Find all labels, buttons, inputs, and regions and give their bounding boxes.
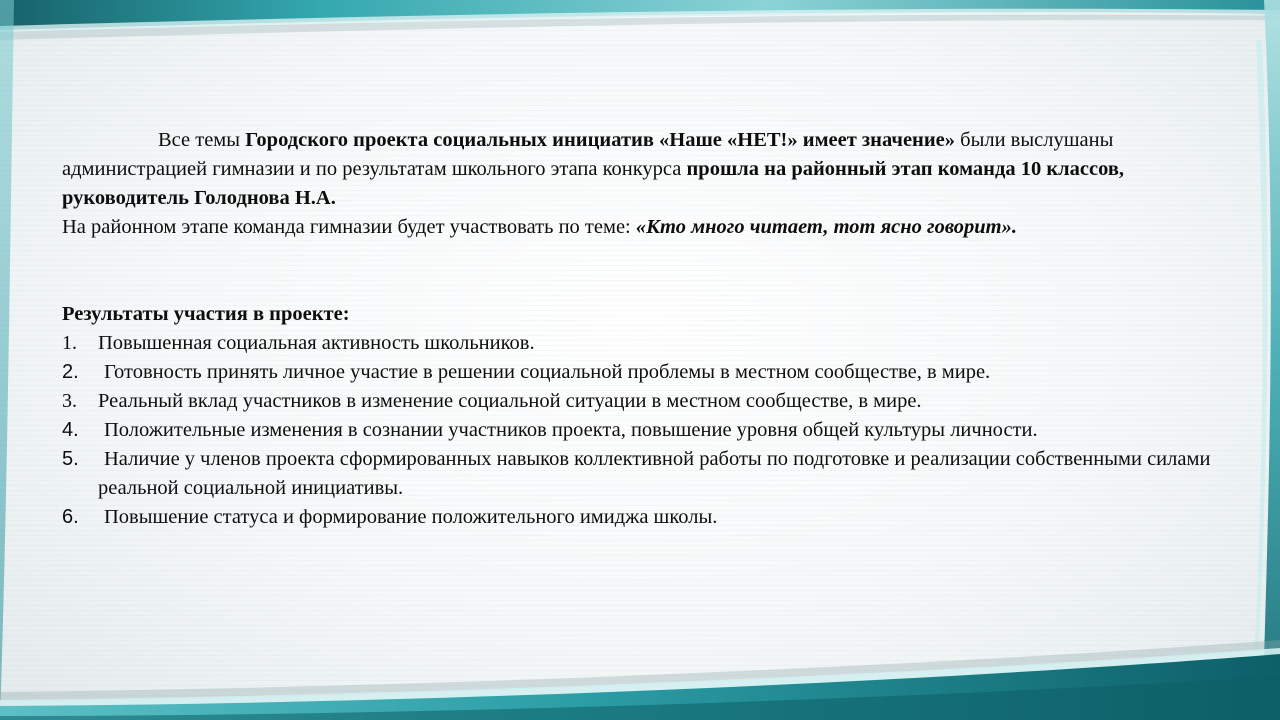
intro-paragraph — [62, 126, 1222, 213]
slide-content — [62, 126, 1222, 532]
frame-bottom-shadow — [0, 640, 1280, 702]
frame-right-inner — [1252, 40, 1268, 700]
frame-bottom-dark — [0, 676, 1280, 720]
list-item — [62, 503, 1222, 532]
district-topic: «Кто много читает, тот ясно говорит». — [635, 216, 1017, 238]
frame-bottom-band — [0, 654, 1280, 720]
frame-top-shadow — [0, 15, 1280, 40]
list-item-text: Реальный вклад участников в изменение социальной ситуации в местном сообществе, в мире. — [98, 390, 922, 412]
district-paragraph — [62, 213, 1222, 242]
list-item — [62, 329, 1222, 358]
intro-text-2: были выслушаны администрацией гимназии и по результатам школьного этапа конкурса — [62, 129, 1114, 180]
district-stage-team: прошла на районный этап команда 10 классов, руководитель Голоднова Н.А. — [62, 158, 1125, 209]
list-item-text: Наличие у членов проекта сформированных навыков коллективной работы по подготовке и реализации собственными силами реальной социальной инициативы. — [98, 448, 1211, 499]
list-item-number: 5. — [62, 448, 79, 470]
list-item-number: 1. — [62, 332, 77, 354]
project-name: Городского проекта социальных инициатив «Наше «НЕТ!» имеет значение» — [245, 129, 956, 151]
list-item — [62, 387, 1222, 416]
list-item-text: Повышенная социальная активность школьников. — [98, 332, 535, 354]
frame-bottom-highlight — [0, 648, 1280, 708]
list-item — [62, 416, 1222, 445]
spacer — [62, 242, 1222, 300]
district-text: На районном этапе команда гимназии будет участвовать по теме: — [62, 216, 636, 238]
list-item — [62, 445, 1222, 503]
list-item-text: Повышение статуса и формирование положительного имиджа школы. — [104, 506, 718, 528]
list-item-number: 3. — [62, 390, 77, 412]
list-item-number: 2. — [62, 361, 79, 383]
intro-text-1: Все темы — [158, 129, 246, 151]
results-heading: Результаты участия в проекте: — [62, 303, 350, 325]
frame-left-band — [0, 0, 14, 720]
list-item-text: Положительные изменения в сознании участников проекта, повышение уровня общей культуры личности. — [104, 419, 1038, 441]
list-item — [62, 358, 1222, 387]
list-item-number: 6. — [62, 506, 79, 528]
list-item-number: 4. — [62, 419, 79, 441]
frame-top-band — [0, 0, 1280, 30]
frame-right-band — [1262, 0, 1280, 720]
list-item-text: Готовность принять личное участие в решении социальной проблемы в местном сообществе, в мире. — [104, 361, 991, 383]
frame-top-highlight — [0, 9, 1280, 32]
results-list — [62, 329, 1222, 532]
